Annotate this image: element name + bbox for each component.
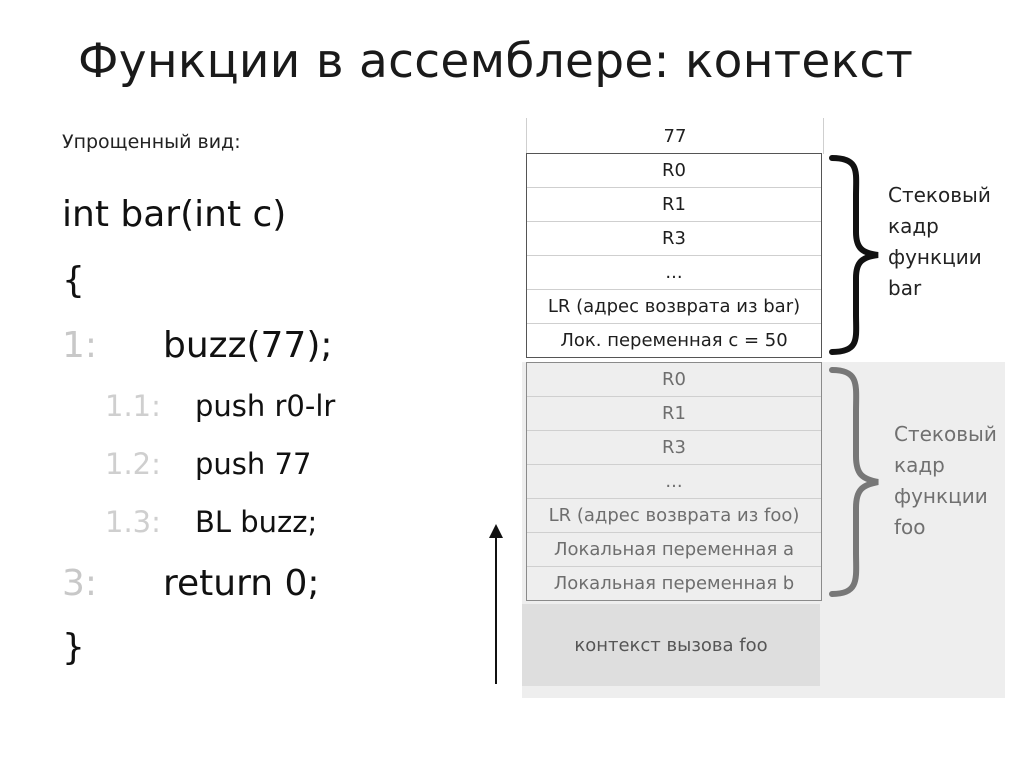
stack-top-cell: 77 [526,118,824,154]
code-signature: int bar(int c) [62,194,287,235]
foo-label-line: кадр [894,453,945,477]
code-line-3: return 0; [163,563,320,604]
slide-subtitle: Упрощенный вид: [62,131,241,153]
foo-label-line: foo [894,515,926,539]
code-line-number-3: 3: [62,563,98,604]
bar-frame-brace-icon [822,152,886,358]
bar-label-line: кадр [888,214,939,238]
code-sub-line-2: push 77 [195,447,312,481]
code-close-brace: } [62,627,85,668]
code-sub-line-3: BL buzz; [195,505,318,539]
stack-cell: R1 [527,188,821,222]
code-line-number-1: 1: [62,325,98,366]
code-sub-number-3: 1.3: [105,505,161,539]
stack-cell: ... [527,256,821,290]
bar-label-line: bar [888,276,922,300]
bar-stack-frame [526,153,822,358]
stack-cell: Локальная переменная b [553,573,795,594]
foo-frame-label [894,419,997,543]
stack-growth-arrow-icon [484,522,508,688]
stack-cell: R1 [527,397,821,431]
bar-frame-label [888,180,991,304]
stack-cell: R0 [527,154,821,188]
foo-frame-brace-icon [822,364,886,600]
code-open-brace: { [62,260,85,301]
bar-label-line: Стековый [888,183,991,207]
slide-title: Функции в ассемблере: контекст [78,34,914,89]
stack-cell: LR (адрес возврата из foo) [527,499,821,533]
code-sub-number-1: 1.1: [105,389,161,423]
code-sub-number-2: 1.2: [105,447,161,481]
stack-cell: R3 [527,222,821,256]
stack-cell: R3 [527,431,821,465]
stack-cell: Лок. переменная c = 50 [560,330,788,351]
foo-label-line: Стековый [894,422,997,446]
code-sub-line-1: push r0-lr [195,389,336,423]
code-line-1: buzz(77); [163,325,333,366]
stack-cell: LR (адрес возврата из bar) [527,290,821,324]
stack-cell: ... [527,465,821,499]
stack-cell: R0 [527,363,821,397]
stack-cell: Локальная переменная a [527,533,821,567]
foo-call-context: контекст вызова foo [522,604,820,686]
bar-label-line: функции [888,245,982,269]
foo-label-line: функции [894,484,988,508]
foo-stack-frame [526,362,822,601]
